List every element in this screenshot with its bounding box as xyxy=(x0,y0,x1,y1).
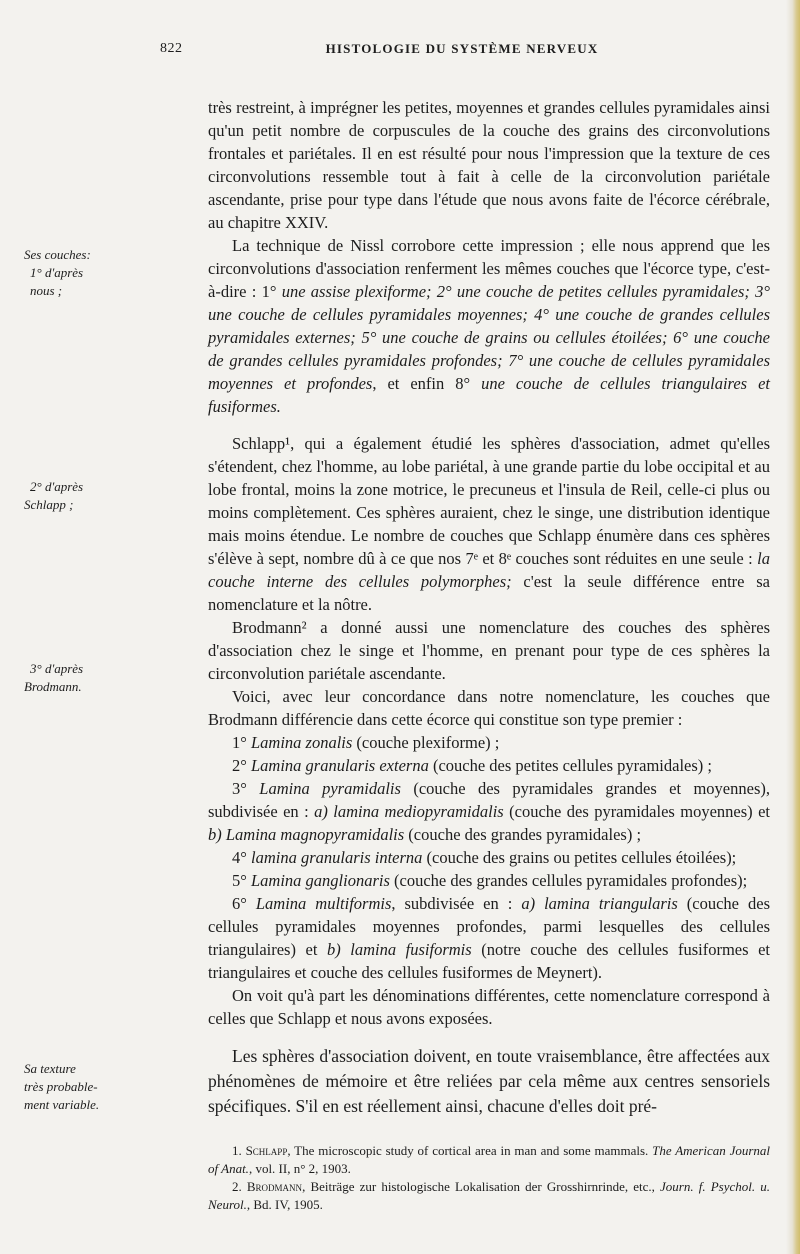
body-text xyxy=(208,96,770,1119)
paragraph-concordance: Voici, avec leur concordance dans notre nomenclature, les couches que Brodmann différencie dans cette écorce qui constitue son type premier : xyxy=(208,687,770,729)
page-header xyxy=(160,41,764,63)
paragraph-brodmann: Brodmann² a donné aussi une nomenclature des couches des sphères d'association chez le singe et l'homme, en prenant pour type de ces sphères la circonvolution pariétale ascendante. xyxy=(208,618,770,683)
margin-note-couches: Ses couches: 1° d'après nous ; xyxy=(24,247,91,298)
footnotes xyxy=(208,1142,770,1214)
paragraph-1: très restreint, à imprégner les petites, moyennes et grandes cellules pyramidales ainsi qu'un petit nombre de corpuscules de la couche des grains des circonvolutions frontales et pariétales. Il en est résulté pour nous l'impression que la texture de ces circonvolutions ressemble tout à fait à celle de la circonvolution pariétale ascendante, prise pour type dans l'étude que nous avons faite de l'écorce cérébrale, au chapitre XXIV. xyxy=(208,98,770,232)
list-item: 3° Lamina pyramidalis (couche des pyramidales grandes et moyennes), subdivisée en : a) lamina mediopyramidalis (couche des pyramidales moyennes) et b) Lamina magnopyramidalis (couche des grandes pyramidales) ; xyxy=(208,779,770,844)
paragraph-conclusion: On voit qu'à part les dénominations différentes, cette nomenclature correspond à celles que Schlapp et nous avons exposées. xyxy=(208,986,770,1028)
list-item: 1° Lamina zonalis (couche plexiforme) ; xyxy=(232,733,500,752)
list-item: 4° lamina granularis interna (couche des grains ou petites cellules étoilées); xyxy=(232,848,737,867)
footnote-2: 2. Brodmann, Beiträge zur histologische Lokalisation der Grosshirnrinde, etc., Journ. f. Psychol. u. Neurol., Bd. IV, 1905. xyxy=(208,1179,770,1212)
running-head: HISTOLOGIE DU SYSTÈME NERVEUX xyxy=(325,41,599,56)
paragraph-nissl: La technique de Nissl corrobore cette impression ; elle nous apprend que les circonvolutions d'association renferment les mêmes couches que l'écorce type, c'est-à-dire : 1° une assise plexiforme; 2° une couche de petites cellules pyramidales; 3° une couche de cellules pyramidales moyennes; 4° une couche de grandes cellules pyramidales externes; 5° une couche de grains ou cellules étoilées; 6° une couche de grandes cellules pyramidales profondes; 7° une couche de cellules pyramidales moyennes et profondes, et enfin 8° une couche de cellules triangulaires et fusiformes. xyxy=(208,236,770,416)
list-item: 2° Lamina granularis externa (couche des petites cellules pyramidales) ; xyxy=(232,756,712,775)
footnote-1: 1. Schlapp, The microscopic study of cortical area in man and some mammals. The American Journal of Anat., vol. II, n° 2, 1903. xyxy=(208,1143,771,1176)
page-edge xyxy=(786,0,800,1254)
paragraph-schlapp: Schlapp¹, qui a également étudié les sphères d'association, admet qu'elles s'étendent, chez l'homme, au lobe pariétal, à une grande partie du lobe occipital et au lobe frontal, moins la zone motrice, le precuneus et l'insula de Reil, celle-ci plus ou moins complètement. Ces sphères auraient, chez le singe, une distribution identique mais moins étendue. Le nombre de couches que Schlapp énumère dans ces sphères s'élève à sept, nombre dû à ce que nos 7ᵉ et 8ᵉ couches sont réduites en une seule : la couche interne des cellules polymorphes; c'est la seule différence entre sa nomenclature et la nôtre. xyxy=(208,434,770,614)
paragraph-texture: Les sphères d'association doivent, en toute vraisemblance, être affectées aux phénomènes de mémoire et être reliées par cela même aux centres sensoriels spécifiques. S'il en est réellement ainsi, chacune d'elles doit pré- xyxy=(208,1046,770,1116)
list-item: 6° Lamina multiformis, subdivisée en : a) lamina triangularis (couche des cellules pyramidales moyennes profondes, parmi lesquelles des cellules triangulaires) et b) lamina fusiformis (notre couche des cellules fusiformes et triangulaires et couche des cellules fusiformes de Meynert). xyxy=(208,894,770,982)
margin-note-schlapp: 2° d'après Schlapp ; xyxy=(24,479,84,512)
list-item: 5° Lamina ganglionaris (couche des grandes cellules pyramidales profondes); xyxy=(232,871,748,890)
page-number: 822 xyxy=(160,41,183,56)
margin-note-brodmann: 3° d'après Brodmann. xyxy=(24,661,84,694)
margin-note-texture: Sa texture très probable- ment variable. xyxy=(24,1061,100,1112)
